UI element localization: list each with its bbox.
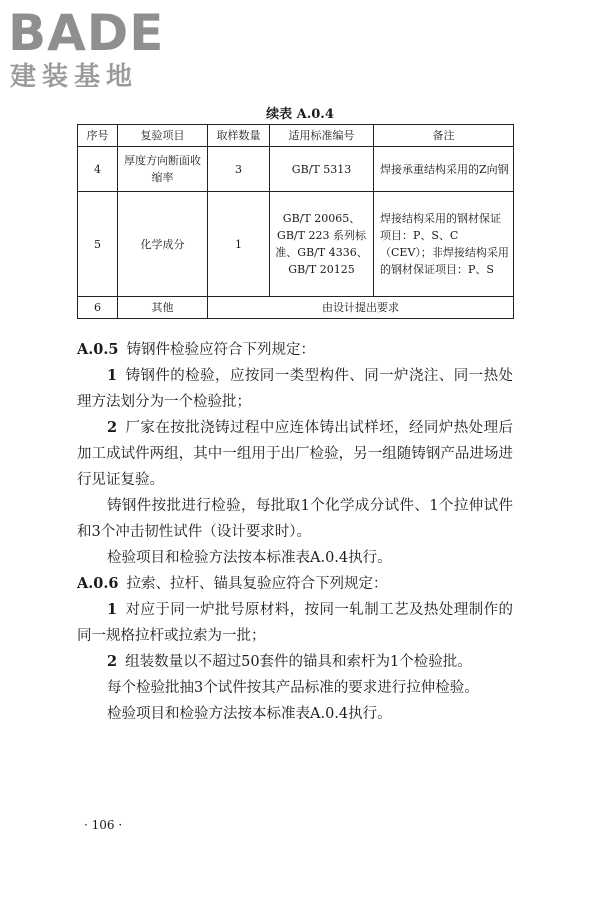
cell-item: 其他 (118, 297, 208, 319)
clause-text: 拉索、拉杆、锚具复验应符合下列规定： (126, 576, 388, 592)
clause-a06 (77, 571, 513, 597)
table-header-row (78, 125, 514, 147)
cell-item: 化学成分 (118, 192, 208, 297)
page-number: · 106 · (84, 818, 123, 832)
cell-standard: GB/T 5313 (270, 147, 374, 192)
cell-no: 5 (78, 192, 118, 297)
clause-a06-paragraph-2: 检验项目和检验方法按本标准表A.0.4执行。 (107, 706, 392, 722)
item-number: 2 (107, 419, 118, 436)
logo-wordmark: BADE (8, 4, 165, 62)
clause-number: A.0.6 (77, 575, 119, 592)
cell-no: 6 (78, 297, 118, 319)
clause-a05 (77, 337, 513, 363)
clause-a06-paragraph-1: 每个检验批抽3个试件按其产品标准的要求进行拉伸检验。 (107, 680, 479, 696)
clause-number: A.0.5 (77, 341, 119, 358)
item-number: 2 (107, 653, 118, 670)
table-row (78, 297, 514, 319)
item-text: 组装数量以不超过50套件的锚具和索杆为1个检验批。 (125, 654, 472, 670)
clause-a06-item-2 (77, 649, 513, 675)
cell-merged-remark: 由设计提出要求 (208, 297, 514, 319)
clause-a05-item-2 (77, 415, 513, 493)
cell-quantity: 1 (208, 192, 270, 297)
cell-no: 4 (78, 147, 118, 192)
clause-text: 铸钢件检验应符合下列规定： (126, 342, 316, 358)
item-number: 1 (107, 367, 118, 384)
table-row (78, 192, 514, 297)
item-number: 1 (107, 601, 118, 618)
header-remark: 备注 (374, 125, 514, 147)
cell-standard: GB/T 20065、GB/T 223 系列标准、GB/T 4336、GB/T 20125 (270, 192, 374, 297)
cell-item: 厚度方向断面收缩率 (118, 147, 208, 192)
header-item: 复验项目 (118, 125, 208, 147)
header-quantity: 取样数量 (208, 125, 270, 147)
retest-items-table (77, 124, 514, 319)
item-text: 厂家在按批浇铸过程中应连体铸出试样坯，经同炉热处理后加工成试件两组，其中一组用于出厂检验，另一组随铸钢产品进场进行见证复验。 (77, 420, 513, 488)
header-no: 序号 (78, 125, 118, 147)
clause-a05-item-1 (77, 363, 513, 415)
header-standard: 适用标准编号 (270, 125, 374, 147)
clause-body (77, 337, 513, 727)
table-caption: 续表 A.0.4 (266, 107, 334, 122)
cell-remark: 焊接结构采用的钢材保证项目：P、S、C（CEV）；非焊接结构采用的钢材保证项目：P、S (374, 192, 514, 297)
cell-quantity: 3 (208, 147, 270, 192)
bade-logo (8, 6, 188, 96)
cell-remark: 焊接承重结构采用的Z向钢 (374, 147, 514, 192)
item-text: 铸钢件的检验，应按同一类型构件、同一炉浇注、同一热处理方法划分为一个检验批； (77, 368, 513, 410)
clause-a06-item-1 (77, 597, 513, 649)
table-row (78, 147, 514, 192)
logo-chinese-text: 建装基地 (10, 62, 139, 92)
clause-a05-paragraph-1: 铸钢件按批进行检验，每批取1个化学成分试件、1个拉伸试件和3个冲击韧性试件（设计要求时）。 (77, 498, 513, 540)
clause-a05-paragraph-2: 检验项目和检验方法按本标准表A.0.4执行。 (107, 550, 392, 566)
item-text: 对应于同一炉批号原材料，按同一轧制工艺及热处理制作的同一规格拉杆或拉索为一批； (77, 602, 513, 644)
